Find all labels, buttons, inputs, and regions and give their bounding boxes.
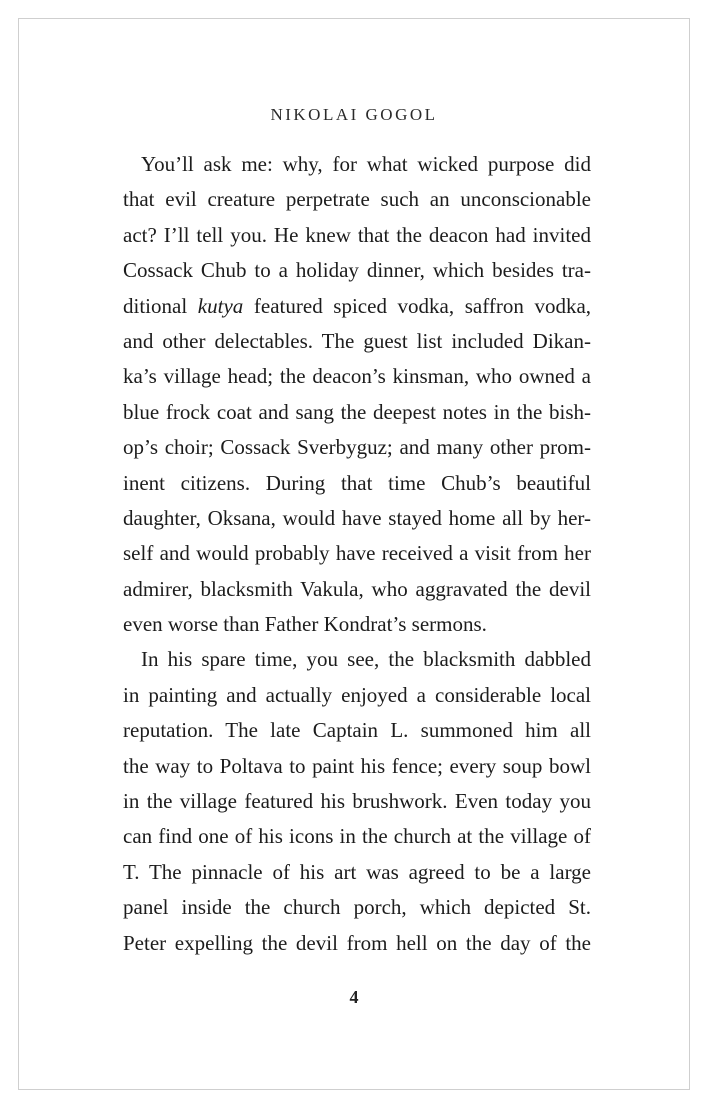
text-line: can find one of his icons in the church at the village of xyxy=(123,824,591,849)
text-line: ka’s village head; the deacon’s kinsman, who owned a xyxy=(123,364,591,389)
text-line: op’s choir; Cossack Sverbyguz; and many other prom- xyxy=(123,435,591,460)
text-line: Cossack Chub to a holiday dinner, which besides tra- xyxy=(123,258,591,283)
running-header: NIKOLAI GOGOL xyxy=(270,105,438,124)
text-line: in the village featured his brushwork. Even today you xyxy=(123,789,591,814)
text-line: act? I’ll tell you. He knew that the deacon had invited xyxy=(123,222,591,247)
text-line: Peter expelling the devil from hell on the day of the xyxy=(123,930,591,955)
text-line: daughter, Oksana, would have stayed home all by her- xyxy=(123,505,591,530)
text-line: self and would probably have received a visit from her xyxy=(123,541,591,566)
italic-term-kutya: kutya xyxy=(197,293,244,318)
paragraph-1 xyxy=(123,147,591,642)
text-line: admirer, blacksmith Vakula, who aggravated the devil xyxy=(123,576,591,601)
text-line: panel inside the church porch, which depicted St. xyxy=(123,895,591,920)
text-line-with-italic xyxy=(123,289,591,324)
text-line: inent citizens. During that time Chub’s beautiful xyxy=(123,470,591,495)
book-page xyxy=(18,18,690,1090)
text-line: in painting and actually enjoyed a considerable local xyxy=(123,682,591,707)
text-line: that evil creature perpetrate such an unconscionable xyxy=(123,187,591,212)
page-body xyxy=(123,147,591,961)
text-line: You’ll ask me: why, for what wicked purpose did xyxy=(141,152,591,176)
page-number: 4 xyxy=(349,987,359,1007)
text-line: T. The pinnacle of his art was agreed to be a large xyxy=(123,859,591,884)
text-line: the way to Poltava to paint his fence; every soup bowl xyxy=(123,753,591,778)
text-line: and other delectables. The guest list included Dikan- xyxy=(123,328,591,353)
paragraph-2 xyxy=(123,642,591,961)
text-line: even worse than Father Kondrat’s sermons. xyxy=(123,612,487,637)
text-line: blue frock coat and sang the deepest notes in the bish- xyxy=(123,399,591,424)
text-line: reputation. The late Captain L. summoned him all xyxy=(123,718,591,743)
text-fragment: featured spiced vodka, saffron vodka, xyxy=(253,293,592,318)
text-line: In his spare time, you see, the blacksmith dabbled xyxy=(141,647,591,672)
text-fragment: ditional xyxy=(123,293,188,318)
